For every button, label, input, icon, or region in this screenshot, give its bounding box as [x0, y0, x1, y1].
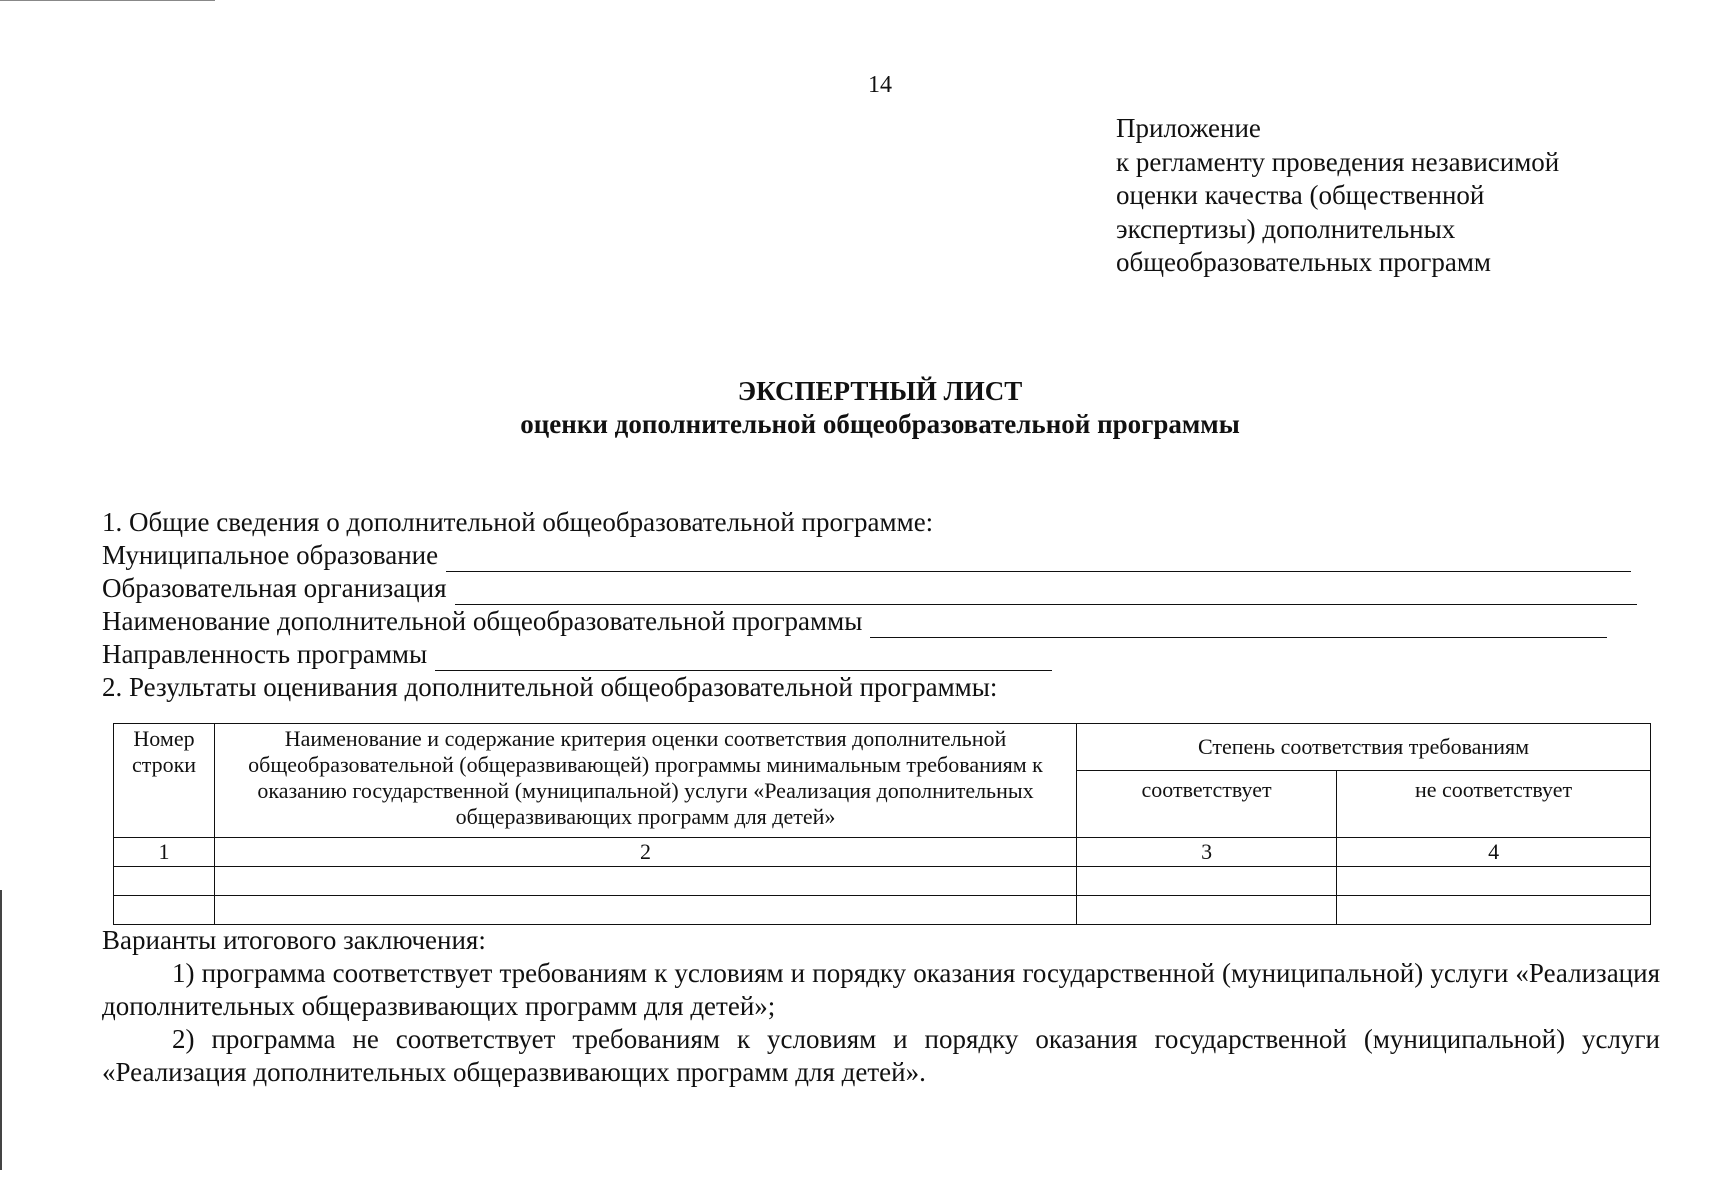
table-cell: 3	[1077, 838, 1337, 867]
results-table	[113, 723, 1651, 925]
organization-blank[interactable]	[455, 577, 1637, 605]
table-cell[interactable]	[215, 896, 1077, 925]
header-criterion: Наименование и содержание критерия оценки соответствия дополнительной общеобразовательной (общеразвивающей) программы минимальным требованиям к оказанию государственной (муниципальной) услуги «Реализация дополнительных общеразвивающих программ для детей»	[215, 724, 1077, 838]
municipality-field	[102, 539, 1662, 572]
table-cell[interactable]	[1077, 867, 1337, 896]
section2-heading	[102, 671, 1662, 704]
appendix-line: экспертизы) дополнительных	[1116, 213, 1456, 244]
table-cell: 4	[1337, 838, 1651, 867]
table-index-row	[114, 838, 1651, 867]
appendix-note	[1116, 112, 1559, 280]
conclusion-option-2: 2) программа не соответствует требованиям к условиям и порядку оказания государственной (муниципальной) услуги «Реализация дополнительных общеразвивающих программ для детей».	[102, 1024, 1660, 1087]
program-name-blank[interactable]	[870, 610, 1607, 638]
table-cell: 1	[114, 838, 215, 867]
table-cell[interactable]	[1337, 896, 1651, 925]
program-name-field	[102, 605, 1662, 638]
municipality-label: Муниципальное образование	[102, 540, 439, 570]
table-cell[interactable]	[1077, 896, 1337, 925]
scan-top-edge-line	[0, 0, 215, 1]
orientation-blank[interactable]	[435, 643, 1052, 671]
table-cell[interactable]	[114, 896, 215, 925]
municipality-blank[interactable]	[446, 544, 1631, 572]
scan-left-edge-line	[0, 890, 2, 1170]
conclusion-option-1: 1) программа соответствует требованиям к условиям и порядку оказания государственной (муниципальной) услуги «Реализация дополнительных общеразвивающих программ для детей»;	[102, 958, 1660, 1021]
appendix-line: общеобразовательных программ	[1116, 247, 1492, 277]
program-name-label: Наименование дополнительной общеобразовательной программы	[102, 606, 863, 636]
table-cell: 2	[215, 838, 1077, 867]
table-cell[interactable]	[1337, 867, 1651, 896]
appendix-line: к регламенту проведения независимой	[1116, 146, 1560, 177]
orientation-label: Направленность программы	[102, 639, 428, 669]
header-compliance-degree: Степень соответствия требованиям	[1077, 724, 1651, 771]
organization-field	[102, 572, 1662, 605]
table-cell[interactable]	[215, 867, 1077, 896]
page-number: 14	[868, 72, 892, 98]
header-not-matches: не соответствует	[1337, 771, 1651, 838]
table-header-row	[114, 724, 1651, 771]
table-row	[114, 867, 1651, 896]
orientation-field	[102, 638, 1662, 671]
table-row	[114, 896, 1651, 925]
general-info-section	[102, 506, 1662, 704]
document-subtitle: оценки дополнительной общеобразовательной программы	[520, 409, 1240, 439]
appendix-line: Приложение	[1116, 113, 1261, 143]
organization-label: Образовательная организация	[102, 573, 447, 603]
header-matches: соответствует	[1077, 771, 1337, 838]
conclusions-section	[102, 924, 1660, 1089]
section1-heading-text: 1. Общие сведения о дополнительной общеобразовательной программе:	[102, 507, 934, 537]
table-cell[interactable]	[114, 867, 215, 896]
conclusions-heading: Варианты итогового заключения:	[102, 925, 486, 955]
header-row-number: Номер строки	[114, 724, 215, 838]
section1-heading	[102, 506, 1662, 539]
appendix-line: оценки качества (общественной	[1116, 180, 1485, 210]
document-title: ЭКСПЕРТНЫЙ ЛИСТ	[737, 376, 1023, 406]
section2-heading-text: 2. Результаты оценивания дополнительной общеобразовательной программы:	[102, 672, 998, 702]
